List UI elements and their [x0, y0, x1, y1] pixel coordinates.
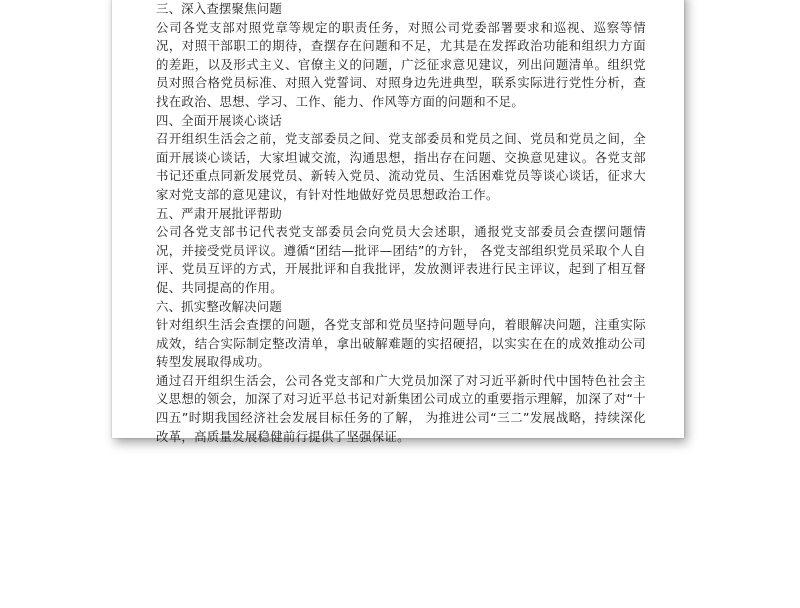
document-body	[156, 0, 646, 446]
section-paragraph: 公司各党支部对照党章等规定的职责任务，对照公司党委部署要求和巡视、巡察等情况，对照干部职工的期待，查摆存在问题和不足，尤其是在发挥政治功能和组织力方面的差距，以及形式主义、官僚主义的问题，广泛征求意见建议，列出问题清单。组织党员对照合格党员标准、对照入党誓词、对照身边先进典型，联系实际进行党性分析，查找在政治、思想、学习、工作、能力、作风等方面的问题和不足。	[156, 19, 646, 109]
section-paragraph: 召开组织生活会之前，党支部委员之间、党支部委员和党员之间、党员和党员之间，全面开展谈心谈话，大家坦诚交流，沟通思想，指出存在问题、交换意见建议。各党支部书记还重点同新发展党员、新转入党员、流动党员、生活困难党员等谈心谈话，征求大家对党支部的意见建议，有针对性地做好党员思想政治工作。	[156, 131, 646, 202]
section-heading: 三、深入查摆聚焦问题	[156, 1, 282, 16]
closing-paragraph: 通过召开组织生活会，公司各党支部和广大党员加深了对习近平新时代中国特色社会主义思想的领会，加深了对习近平总书记对新集团公司成立的重要指示理解，加深了对“十四五”时期我国经济社会发展目标任务的了解， 为推进公司“三二”发展战略，持续深化改革，高质量发展稳健前行提供了坚强保证。	[156, 372, 646, 444]
section-heading: 五、严肃开展批评帮助	[156, 205, 282, 221]
document-page	[112, 0, 684, 444]
section-paragraph: 针对组织生活会查摆的问题，各党支部和党员坚持问题导向，着眼解决问题，注重实际成效，结合实际制定整改清单，拿出破解难题的实招硬招，以实实在在的成效推动公司转型发展取得成功。	[156, 317, 646, 370]
section-heading: 六、抓实整改解决问题	[156, 298, 282, 314]
section-heading: 四、全面开展谈心谈话	[156, 112, 282, 128]
section-paragraph: 公司各党支部书记代表党支部委员会向党员大会述职，通报党支部委员会查摆问题情况，并接受党员评议。遵循“团结—批评—团结”的方针， 各党支部组织党员采取个人自评、党员互评的方式，开展批评和自我批评，发放测评表进行民主评议，起到了相互督促、共同提高的作用。	[156, 224, 646, 295]
